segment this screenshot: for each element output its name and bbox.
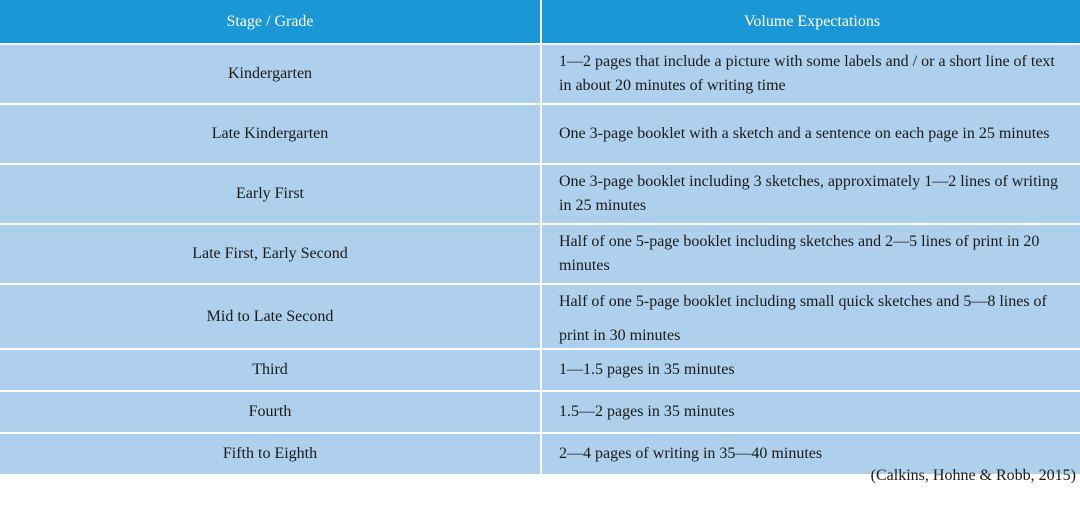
- row-8-stage: Fifth to Eighth: [0, 434, 540, 474]
- row-6-volume: 1—1.5 pages in 35 minutes: [542, 350, 1080, 390]
- row-6-stage: Third: [0, 350, 540, 390]
- row-3-stage: Early First: [0, 165, 540, 223]
- row-2-volume: One 3-page booklet with a sketch and a sentence on each page in 25 minutes: [542, 105, 1080, 163]
- row-4-volume: Half of one 5-page booklet including sketches and 2—5 lines of print in 20 minutes: [542, 225, 1080, 283]
- row-7-stage: Fourth: [0, 392, 540, 432]
- row-7-volume: 1.5—2 pages in 35 minutes: [542, 392, 1080, 432]
- row-8-volume: 2—4 pages of writing in 35—40 minutes: [542, 434, 1080, 474]
- row-5-stage: Mid to Late Second: [0, 285, 540, 348]
- citation: (Calkins, Hohne & Robb, 2015): [870, 467, 1076, 484]
- header-stage-grade: Stage / Grade: [0, 0, 540, 43]
- header-volume-expectations: Volume Expectations: [542, 0, 1080, 43]
- row-1-volume: 1—2 pages that include a picture with some labels and / or a short line of text in about 20 minutes of writing time: [542, 45, 1080, 103]
- row-1-stage: Kindergarten: [0, 45, 540, 103]
- row-3-volume: One 3-page booklet including 3 sketches, approximately 1—2 lines of writing in 25 minutes: [542, 165, 1080, 223]
- row-4-stage: Late First, Early Second: [0, 225, 540, 283]
- row-2-stage: Late Kindergarten: [0, 105, 540, 163]
- row-5-volume: Half of one 5-page booklet including small quick sketches and 5—8 lines of print in 30 minutes: [542, 285, 1080, 348]
